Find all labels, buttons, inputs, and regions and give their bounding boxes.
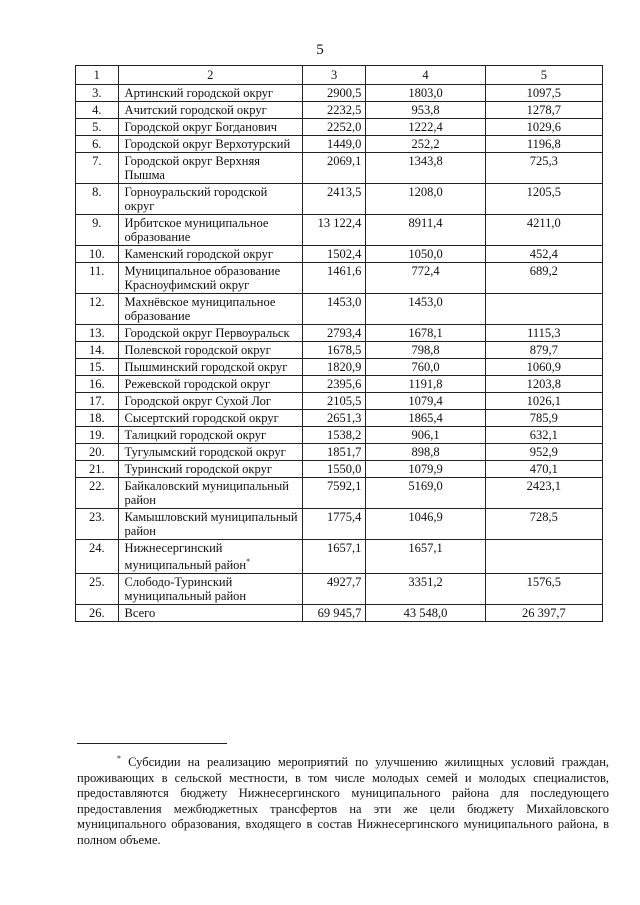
table-row (76, 342, 603, 359)
column-header: 3 (302, 66, 366, 85)
value-col3 (302, 509, 366, 540)
value-col4 (366, 215, 485, 246)
value-col5 (485, 461, 602, 478)
row-number-text: 8. (92, 185, 102, 199)
column-header: 2 (118, 66, 302, 85)
row-number-text: 23. (88, 510, 105, 524)
value-col5 (485, 102, 602, 119)
value-col5-text: 1060,9 (526, 360, 561, 374)
value-col5-text: 1576,5 (526, 575, 561, 590)
row-number (76, 325, 119, 342)
value-col3-text: 69 945,7 (317, 606, 362, 621)
value-col4-text: 1657,1 (408, 541, 443, 555)
row-number (76, 153, 119, 184)
table-row (76, 540, 603, 574)
table-row (76, 215, 603, 246)
value-col4 (366, 184, 485, 215)
value-col3 (302, 294, 366, 325)
value-col4-text: 1079,4 (408, 394, 443, 408)
value-col4 (366, 444, 485, 461)
row-number-text: 9. (92, 216, 102, 230)
value-col3 (302, 393, 366, 410)
table-row (76, 410, 603, 427)
value-col4 (366, 509, 485, 540)
value-col5 (485, 294, 602, 325)
municipality-name (118, 410, 302, 427)
municipality-name-text: Сысертский городской округ (124, 411, 279, 425)
column-header: 4 (366, 66, 485, 85)
row-number-text: 17. (88, 394, 105, 408)
value-col5-text: 879,7 (529, 343, 558, 357)
column-header: 1 (76, 66, 119, 85)
value-col5 (485, 153, 602, 184)
municipality-name (118, 102, 302, 119)
value-col3 (302, 136, 366, 153)
value-col5 (485, 246, 602, 263)
value-col4 (366, 342, 485, 359)
value-col4 (366, 410, 485, 427)
value-col4 (366, 393, 485, 410)
table-row (76, 294, 603, 325)
value-col4-text: 1343,8 (408, 154, 443, 168)
row-number-text: 20. (88, 445, 105, 459)
value-col5-text: 26 397,7 (521, 606, 566, 621)
value-col3-text: 13 122,4 (317, 216, 362, 230)
value-col3-text: 2105,5 (327, 394, 362, 408)
row-number (76, 461, 119, 478)
value-col3-text: 1657,1 (327, 541, 362, 555)
municipality-name-text: Махнёвское муниципальное образование (124, 295, 276, 323)
municipality-name (118, 509, 302, 540)
row-number-text: 21. (88, 462, 105, 476)
value-col3-text: 2232,5 (327, 103, 362, 117)
row-number-text: 4. (92, 103, 102, 117)
municipality-name-text: Туринский городской округ (124, 462, 272, 476)
value-col3-text: 1449,0 (327, 137, 362, 151)
value-col3-text: 2069,1 (327, 154, 362, 168)
value-col5-text: 2423,1 (526, 479, 561, 493)
value-col4-text: 1208,0 (408, 185, 443, 199)
value-col3-text: 2252,0 (327, 120, 362, 134)
table-row (76, 325, 603, 342)
value-col5-text: 452,4 (529, 247, 558, 261)
row-number-text: 14. (88, 343, 105, 357)
value-col3 (302, 85, 366, 102)
value-col3-text: 4927,7 (327, 575, 362, 590)
value-col4 (366, 574, 485, 605)
row-number (76, 102, 119, 119)
table-row (76, 461, 603, 478)
value-col3 (302, 102, 366, 119)
row-number (76, 444, 119, 461)
value-col4-text: 798,8 (411, 343, 440, 357)
value-col5 (485, 136, 602, 153)
value-col3 (302, 246, 366, 263)
row-number-text: 10. (88, 247, 105, 261)
value-col5 (485, 184, 602, 215)
municipality-name (118, 294, 302, 325)
value-col4-text: 1222,4 (408, 120, 443, 134)
value-col3 (302, 325, 366, 342)
value-col3 (302, 478, 366, 509)
value-col3 (302, 461, 366, 478)
table-row (76, 184, 603, 215)
row-number-text: 12. (88, 295, 105, 309)
municipality-name-text: Муниципальное образование Красноуфимский округ (124, 264, 281, 292)
municipality-name (118, 393, 302, 410)
table-row (76, 246, 603, 263)
value-col4-text: 5169,0 (408, 479, 443, 493)
value-col5-text: 1205,5 (526, 185, 561, 199)
municipality-name-text: Городской округ Сухой Лог (124, 394, 272, 408)
value-col4 (366, 85, 485, 102)
table-row (76, 359, 603, 376)
municipality-name-text: Слободо-Туринский муниципальный район (124, 575, 247, 604)
table-row (76, 102, 603, 119)
value-col3-text: 2651,3 (327, 411, 362, 425)
municipality-name-text: Режевской городской округ (124, 377, 271, 391)
value-col4-text: 1079,9 (408, 462, 443, 476)
page-number: 5 (316, 42, 324, 58)
footnote (77, 751, 609, 848)
municipality-name (118, 574, 302, 605)
table-row (76, 153, 603, 184)
table-row (76, 427, 603, 444)
value-col4-text: 772,4 (411, 264, 440, 278)
value-col5-text: 1029,6 (526, 120, 561, 134)
value-col5-text: 1203,8 (526, 377, 561, 391)
footnote-text: Субсидии на реализацию мероприятий по улучшению жилищных условий граждан, проживающих в сельской местности, в том числе молодых семей и молодых специалистов, предоставляются бюджету Нижнесергинского муниципального района для последующего предоставления межбюджетных трансфертов на эти же цели бюджету Михайловского муниципального образования, входящего в состав Нижнесергинского муниципального района, в полном объеме. (77, 755, 610, 847)
municipality-name-text: Нижнесергинский муниципальный район (124, 541, 247, 573)
value-col4 (366, 461, 485, 478)
value-col4-text: 1865,4 (408, 411, 443, 425)
municipality-name-text: Городской округ Верхняя Пышма (124, 154, 260, 182)
municipality-name-text: Камышловский муниципальный район (124, 510, 298, 538)
value-col3 (302, 119, 366, 136)
row-number-text: 11. (89, 264, 105, 278)
value-col5-text: 4211,0 (526, 216, 561, 230)
value-col5 (485, 540, 602, 574)
value-col4 (366, 540, 485, 574)
value-col3-text: 2900,5 (327, 86, 362, 100)
row-number (76, 509, 119, 540)
table-row (76, 444, 603, 461)
value-col5-text: 725,3 (529, 154, 558, 168)
value-col4-text: 760,0 (411, 360, 440, 374)
value-col5-text: 728,5 (529, 510, 558, 524)
municipality-name (118, 478, 302, 509)
municipality-name-text: Горноуральский городской округ (124, 185, 268, 213)
municipality-name-text: Полевской городской округ (124, 343, 271, 357)
row-number (76, 119, 119, 136)
table-row (76, 263, 603, 294)
value-col5 (485, 215, 602, 246)
row-number (76, 359, 119, 376)
value-col3 (302, 410, 366, 427)
value-col4 (366, 119, 485, 136)
row-number-text: 16. (88, 377, 105, 391)
value-col3 (302, 376, 366, 393)
row-number (76, 410, 119, 427)
table-row (76, 605, 603, 622)
value-col3 (302, 605, 366, 622)
footnote-separator (77, 743, 227, 744)
value-col3 (302, 215, 366, 246)
value-col4-text: 43 548,0 (403, 606, 448, 621)
value-col3-text: 2413,5 (327, 185, 362, 199)
footnote-mark: * (117, 754, 121, 763)
municipality-name (118, 605, 302, 622)
row-number-text: 26. (88, 606, 105, 621)
value-col4 (366, 246, 485, 263)
value-col5-text: 470,1 (529, 462, 558, 476)
value-col3 (302, 184, 366, 215)
value-col3-text: 2793,4 (327, 326, 362, 340)
municipality-name (118, 246, 302, 263)
table-row (76, 119, 603, 136)
value-col3 (302, 342, 366, 359)
row-number-text: 5. (92, 120, 102, 134)
value-col5-text: 632,1 (529, 428, 558, 442)
municipality-name (118, 85, 302, 102)
value-col4 (366, 427, 485, 444)
value-col3-text: 1550,0 (327, 462, 362, 476)
value-col3-text: 1775,4 (327, 510, 362, 524)
municipality-name (118, 342, 302, 359)
value-col5-text: 689,2 (529, 264, 558, 278)
value-col3-text: 1820,9 (327, 360, 362, 374)
value-col4-text: 898,8 (411, 445, 440, 459)
value-col5-text: 952,9 (529, 445, 558, 459)
value-col4-text: 906,1 (411, 428, 440, 442)
value-col5 (485, 427, 602, 444)
value-col3-text: 1502,4 (327, 247, 362, 261)
municipality-name-text: Ирбитское муниципальное образование (124, 216, 269, 244)
value-col5-text: 1278,7 (526, 103, 561, 117)
value-col4-text: 1453,0 (408, 295, 443, 309)
value-col4-text: 1050,0 (408, 247, 443, 261)
value-col3 (302, 444, 366, 461)
row-number (76, 246, 119, 263)
municipality-name-text: Городской округ Первоуральск (124, 326, 290, 340)
value-col4-text: 1803,0 (408, 86, 443, 100)
value-col5-text: 1026,1 (526, 394, 561, 408)
row-number-text: 15. (88, 360, 105, 374)
row-number-text: 7. (92, 154, 102, 168)
value-col4 (366, 376, 485, 393)
value-col5 (485, 85, 602, 102)
row-number (76, 393, 119, 410)
municipality-name-text: Тугулымский городской округ (124, 445, 286, 459)
row-number-text: 25. (88, 575, 105, 590)
value-col5-text: 1196,8 (526, 137, 561, 151)
value-col5 (485, 605, 602, 622)
value-col4 (366, 263, 485, 294)
municipality-name (118, 461, 302, 478)
value-col4-text: 1678,1 (408, 326, 443, 340)
footnote-mark: * (246, 557, 251, 566)
value-col3-text: 1461,6 (327, 264, 362, 278)
value-col3 (302, 153, 366, 184)
value-col4 (366, 294, 485, 325)
value-col4 (366, 136, 485, 153)
value-col5 (485, 574, 602, 605)
row-number (76, 294, 119, 325)
value-col4 (366, 102, 485, 119)
value-col5 (485, 509, 602, 540)
municipality-name (118, 153, 302, 184)
municipality-name (118, 540, 302, 574)
row-number-text: 3. (92, 86, 102, 100)
municipality-name (118, 184, 302, 215)
value-col4-text: 1046,9 (408, 510, 443, 524)
value-col5 (485, 342, 602, 359)
value-col3 (302, 540, 366, 574)
value-col5 (485, 325, 602, 342)
value-col3 (302, 263, 366, 294)
value-col3-text: 1851,7 (327, 445, 362, 459)
value-col4-text: 3351,2 (408, 575, 443, 590)
value-col3 (302, 359, 366, 376)
row-number-text: 24. (88, 541, 105, 555)
table-row (76, 136, 603, 153)
value-col3-text: 1678,5 (327, 343, 362, 357)
table-row (76, 393, 603, 410)
value-col5-text: 785,9 (529, 411, 558, 425)
value-col5 (485, 263, 602, 294)
row-number (76, 427, 119, 444)
value-col5 (485, 119, 602, 136)
row-number (76, 342, 119, 359)
value-col5 (485, 359, 602, 376)
row-number (76, 605, 119, 622)
subsidy-table (75, 65, 603, 622)
value-col5-text: 1097,5 (526, 86, 561, 100)
municipality-name-text: Артинский городской округ (124, 86, 274, 100)
municipality-name-text: Городской округ Богданович (124, 120, 278, 134)
value-col4-text: 953,8 (411, 103, 440, 117)
municipality-name-text: Байкаловский муниципальный район (124, 479, 289, 507)
row-number (76, 478, 119, 509)
municipality-name-text: Каменский городской округ (124, 247, 273, 261)
value-col3-text: 7592,1 (327, 479, 362, 493)
value-col3-text: 1453,0 (327, 295, 362, 309)
row-number (76, 184, 119, 215)
municipality-name (118, 119, 302, 136)
value-col5 (485, 444, 602, 461)
row-number (76, 263, 119, 294)
value-col3-text: 1538,2 (327, 428, 362, 442)
value-col4 (366, 153, 485, 184)
value-col5-text: 1115,3 (527, 326, 561, 340)
municipality-name-text: Ачитский городской округ (124, 103, 267, 117)
table-row (76, 509, 603, 540)
municipality-name (118, 136, 302, 153)
value-col3-text: 2395,6 (327, 377, 362, 391)
row-number-text: 13. (88, 326, 105, 340)
municipality-name (118, 376, 302, 393)
municipality-name-text: Всего (124, 606, 156, 621)
table-row (76, 478, 603, 509)
municipality-name (118, 215, 302, 246)
row-number (76, 540, 119, 574)
municipality-name (118, 427, 302, 444)
row-number-text: 18. (88, 411, 105, 425)
value-col5 (485, 393, 602, 410)
municipality-name (118, 359, 302, 376)
value-col3 (302, 574, 366, 605)
municipality-name (118, 444, 302, 461)
row-number-text: 6. (92, 137, 102, 151)
table-row (76, 85, 603, 102)
row-number (76, 574, 119, 605)
value-col4 (366, 325, 485, 342)
row-number (76, 215, 119, 246)
row-number-text: 22. (88, 479, 105, 493)
table-row (76, 574, 603, 605)
value-col4-text: 1191,8 (408, 377, 443, 391)
table-row (76, 376, 603, 393)
value-col5 (485, 410, 602, 427)
row-number (76, 136, 119, 153)
value-col4 (366, 359, 485, 376)
value-col4-text: 8911,4 (408, 216, 443, 230)
table-header-row (76, 66, 603, 85)
value-col4 (366, 478, 485, 509)
row-number (76, 85, 119, 102)
value-col5 (485, 478, 602, 509)
municipality-name (118, 263, 302, 294)
municipality-name-text: Талицкий городской округ (124, 428, 267, 442)
municipality-name-text: Пышминский городской округ (124, 360, 288, 374)
row-number (76, 376, 119, 393)
municipality-name-text: Городской округ Верхотурский (124, 137, 291, 151)
municipality-name (118, 325, 302, 342)
value-col4 (366, 605, 485, 622)
column-header: 5 (485, 66, 602, 85)
row-number-text: 19. (88, 428, 105, 442)
value-col5 (485, 376, 602, 393)
value-col4-text: 252,2 (411, 137, 440, 151)
value-col3 (302, 427, 366, 444)
